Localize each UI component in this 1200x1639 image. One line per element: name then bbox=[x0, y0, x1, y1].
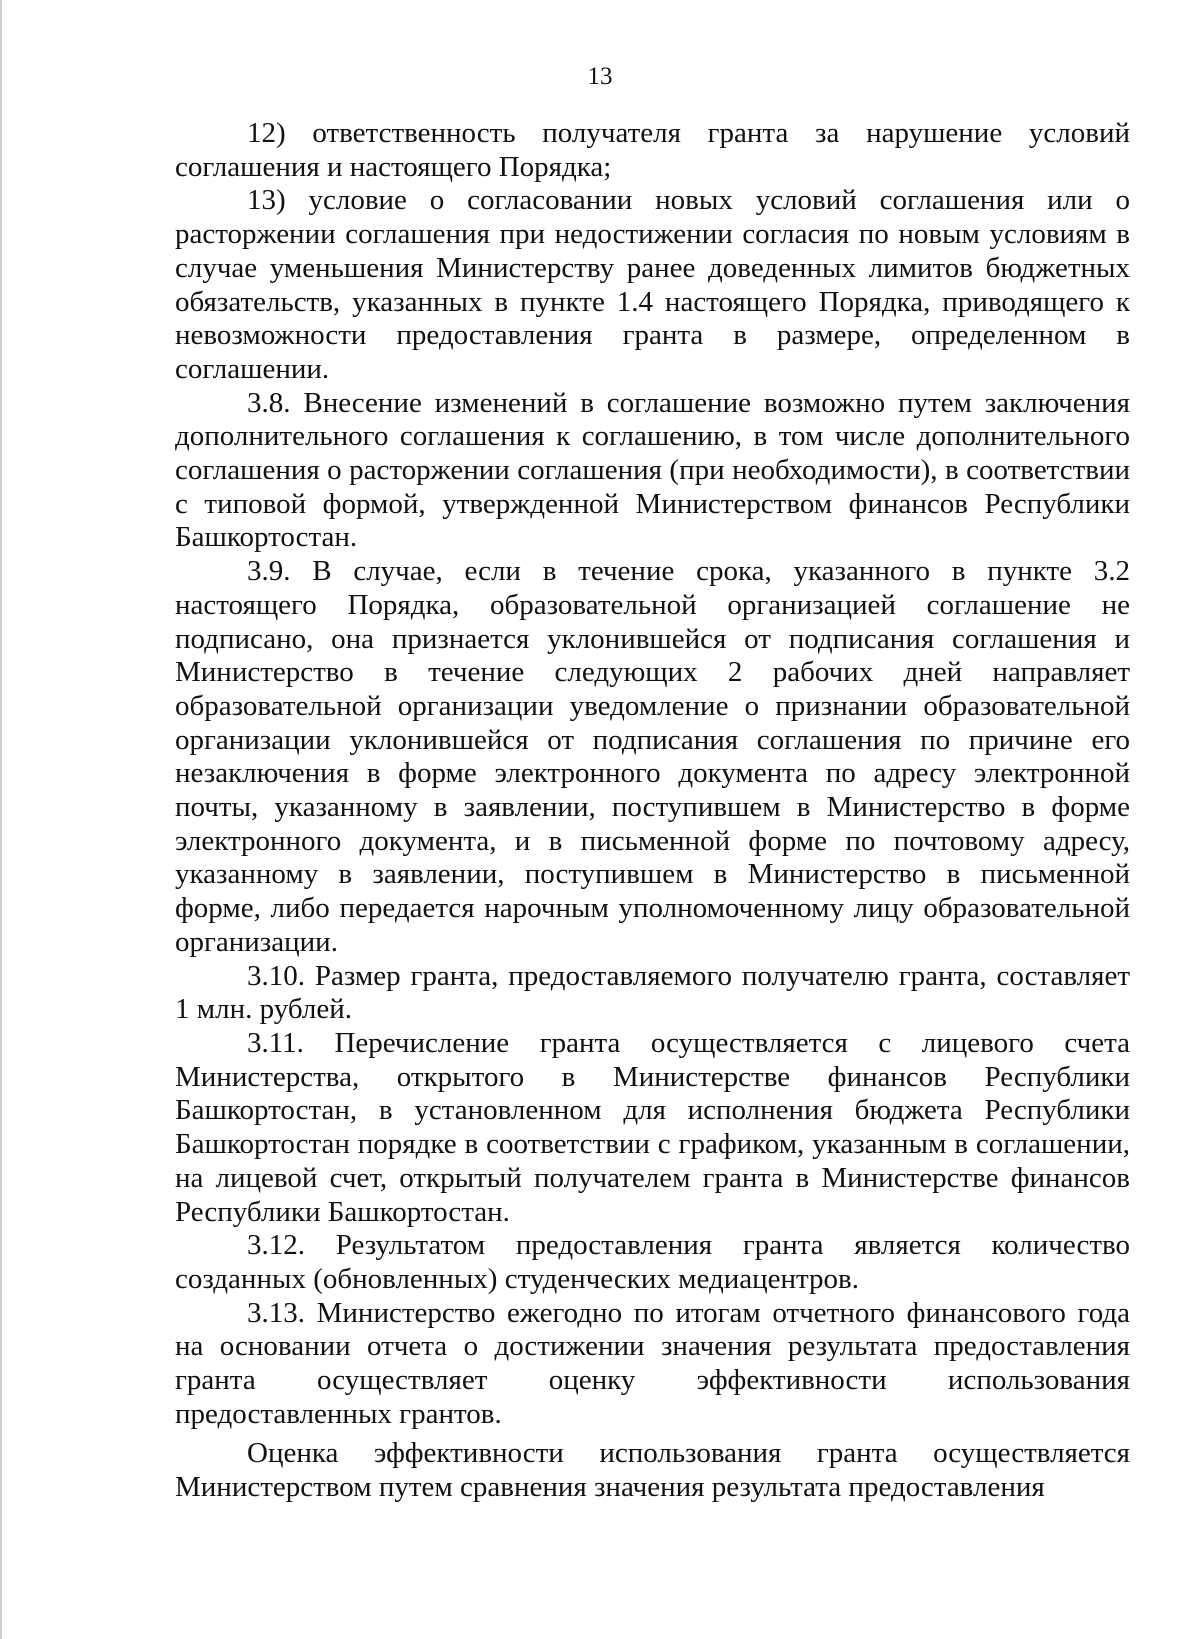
paragraph-3-12: 3.12. Результатом предоставления гранта является количество созданных (обновленных) студенческих медиацентров. bbox=[175, 1229, 1130, 1295]
paragraph-item-13: 13) условие о согласовании новых условий соглашения или о расторжении соглашения при недостижении согласия по новым условиям в случае уменьшения Министерству ранее доведенных лимитов бюджетных обязательств, указанных в пункте 1.4 настоящего Порядка, приводящего к невозможности предоставления гранта в размере, определенном в соглашении. bbox=[175, 184, 1130, 385]
paragraph-3-13: 3.13. Министерство ежегодно по итогам отчетного финансового года на основании отчета о достижении значения результата предоставления гранта осуществляет оценку эффективности использования предоставленных грантов. bbox=[175, 1296, 1130, 1430]
paragraph-item-12: 12) ответственность получателя гранта за нарушение условий соглашения и настоящего Порядка; bbox=[175, 117, 1130, 183]
paragraph-efficiency-assessment: Оценка эффективности использования гранта осуществляется Министерством путем сравнения значения результата предоставления bbox=[175, 1437, 1130, 1504]
paragraph-3-10: 3.10. Размер гранта, предоставляемого получателю гранта, составляет 1 млн. рублей. bbox=[175, 959, 1130, 1026]
scan-edge-shadow bbox=[0, 0, 2, 1639]
page-number: 13 bbox=[587, 63, 613, 90]
paragraph-3-11: 3.11. Перечисление гранта осуществляется с лицевого счета Министерства, открытого в Министерстве финансов Республики Башкортостан, в установленном для исполнения бюджета Республики Башкортостан порядке в соответствии с графиком, указанным в соглашении, на лицевой счет, открытый получателем гранта в Министерстве финансов Республики Башкортостан. bbox=[175, 1026, 1130, 1228]
paragraph-3-8: 3.8. Внесение изменений в соглашение возможно путем заключения дополнительного соглашения к соглашению, в том числе дополнительного соглашения о расторжении соглашения (при необходимости), в соответствии с типовой формой, утвержденной Министерством финансов Республики Башкортостан. bbox=[175, 386, 1130, 554]
paragraph-3-9: 3.9. В случае, если в течение срока, указанного в пункте 3.2 настоящего Порядка, образовательной организацией соглашение не подписано, она признается уклонившейся от подписания соглашения и Министерство в течение следующих 2 рабочих дней направляет образовательной организации уведомление о признании образовательной организации уклонившейся от подписания соглашения по причине его незаключения в форме электронного документа по адресу электронной почты, указанному в заявлении, поступившем в Министерство в форме электронного документа, и в письменной форме по почтовому адресу, указанному в заявлении, поступившем в Министерство в письменной форме, либо передается нарочным уполномоченному лицу образовательной организации. bbox=[175, 555, 1130, 958]
document-body bbox=[175, 117, 1130, 1505]
